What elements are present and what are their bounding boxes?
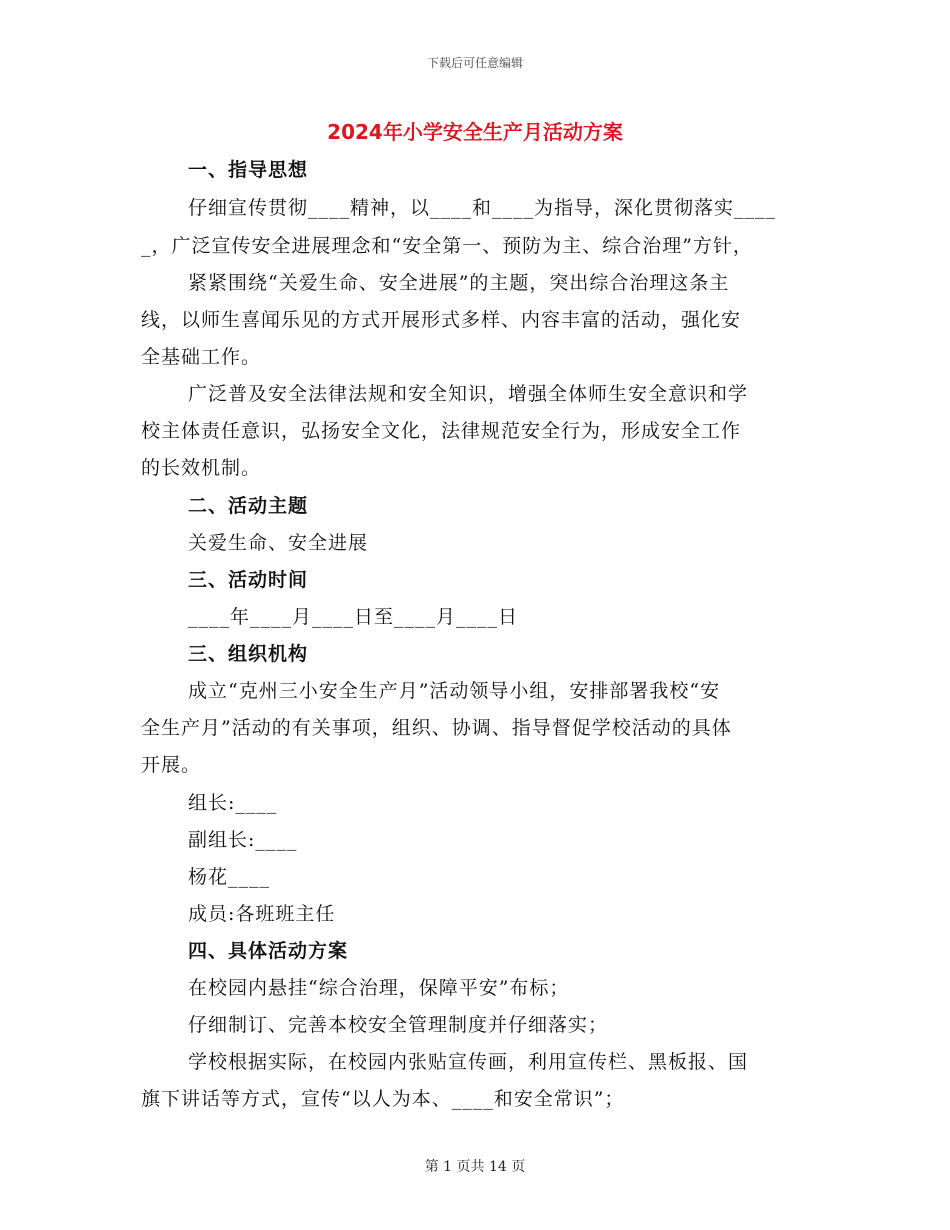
paragraph-line: 全生产月”活动的有关事项，组织、协调、指导督促学校活动的具体 xyxy=(141,717,732,739)
paragraph-line: 仔细宣传贯彻____精神，以____和____为指导，深化贯彻落实____ xyxy=(188,197,777,219)
paragraph-line: 关爱生命、安全进展 xyxy=(188,532,369,554)
paragraph-line: 紧紧围绕“关爱生命、安全进展”的主题，突出综合治理这条主 xyxy=(188,272,730,294)
paragraph-line: 学校根据实际，在校园内张贴宣传画，利用宣传栏、黑板报、国 xyxy=(188,1051,749,1073)
document-title: 2024年小学安全生产月活动方案 xyxy=(327,120,623,144)
paragraph-line: 成立“克州三小安全生产月”活动领导小组，安排部署我校“安 xyxy=(188,680,721,702)
date-range-line: ____年____月____日至____月____日 xyxy=(188,606,519,628)
paragraph-line: 仔细制订、完善本校安全管理制度并仔细落实； xyxy=(188,1014,609,1036)
paragraph-line: 全基础工作。 xyxy=(141,346,262,368)
page-header: 下载后可任意编辑 xyxy=(426,56,523,70)
section-heading-activity-theme: 二、活动主题 xyxy=(188,495,309,517)
paragraph-line: _，广泛宣传安全进展理念和“安全第一、预防为主、综合治理”方针， xyxy=(141,235,753,257)
page-footer: 第 1 页共 14 页 xyxy=(424,1159,526,1175)
paragraph-line: 校主体责任意识，弘扬安全文化，法律规范安全行为，形成安全工作 xyxy=(141,420,742,442)
deputy-leader-line: 副组长:____ xyxy=(188,829,298,851)
members-line: 成员:各班班主任 xyxy=(188,903,336,925)
paragraph-line: 线，以师生喜闻乐见的方式开展形式多样、内容丰富的活动，强化安 xyxy=(141,309,742,331)
section-heading-guiding-ideology: 一、指导思想 xyxy=(188,159,309,181)
paragraph-line: 的长效机制。 xyxy=(141,457,262,479)
paragraph-line: 开展。 xyxy=(141,754,202,776)
paragraph-line: 旗下讲话等方式，宣传“以人为本、____和安全常识”； xyxy=(141,1088,625,1110)
section-heading-activity-plan: 四、具体活动方案 xyxy=(188,940,349,962)
paragraph-line: 在校园内悬挂“综合治理，保障平安”布标； xyxy=(188,977,570,999)
section-heading-organization: 三、组织机构 xyxy=(188,643,309,665)
paragraph-line: 广泛普及安全法律法规和安全知识，增强全体师生安全意识和学 xyxy=(188,383,749,405)
section-heading-activity-time: 三、活动时间 xyxy=(188,569,309,591)
team-leader-line: 组长:____ xyxy=(188,792,278,814)
member-name-line: 杨花____ xyxy=(188,866,271,888)
